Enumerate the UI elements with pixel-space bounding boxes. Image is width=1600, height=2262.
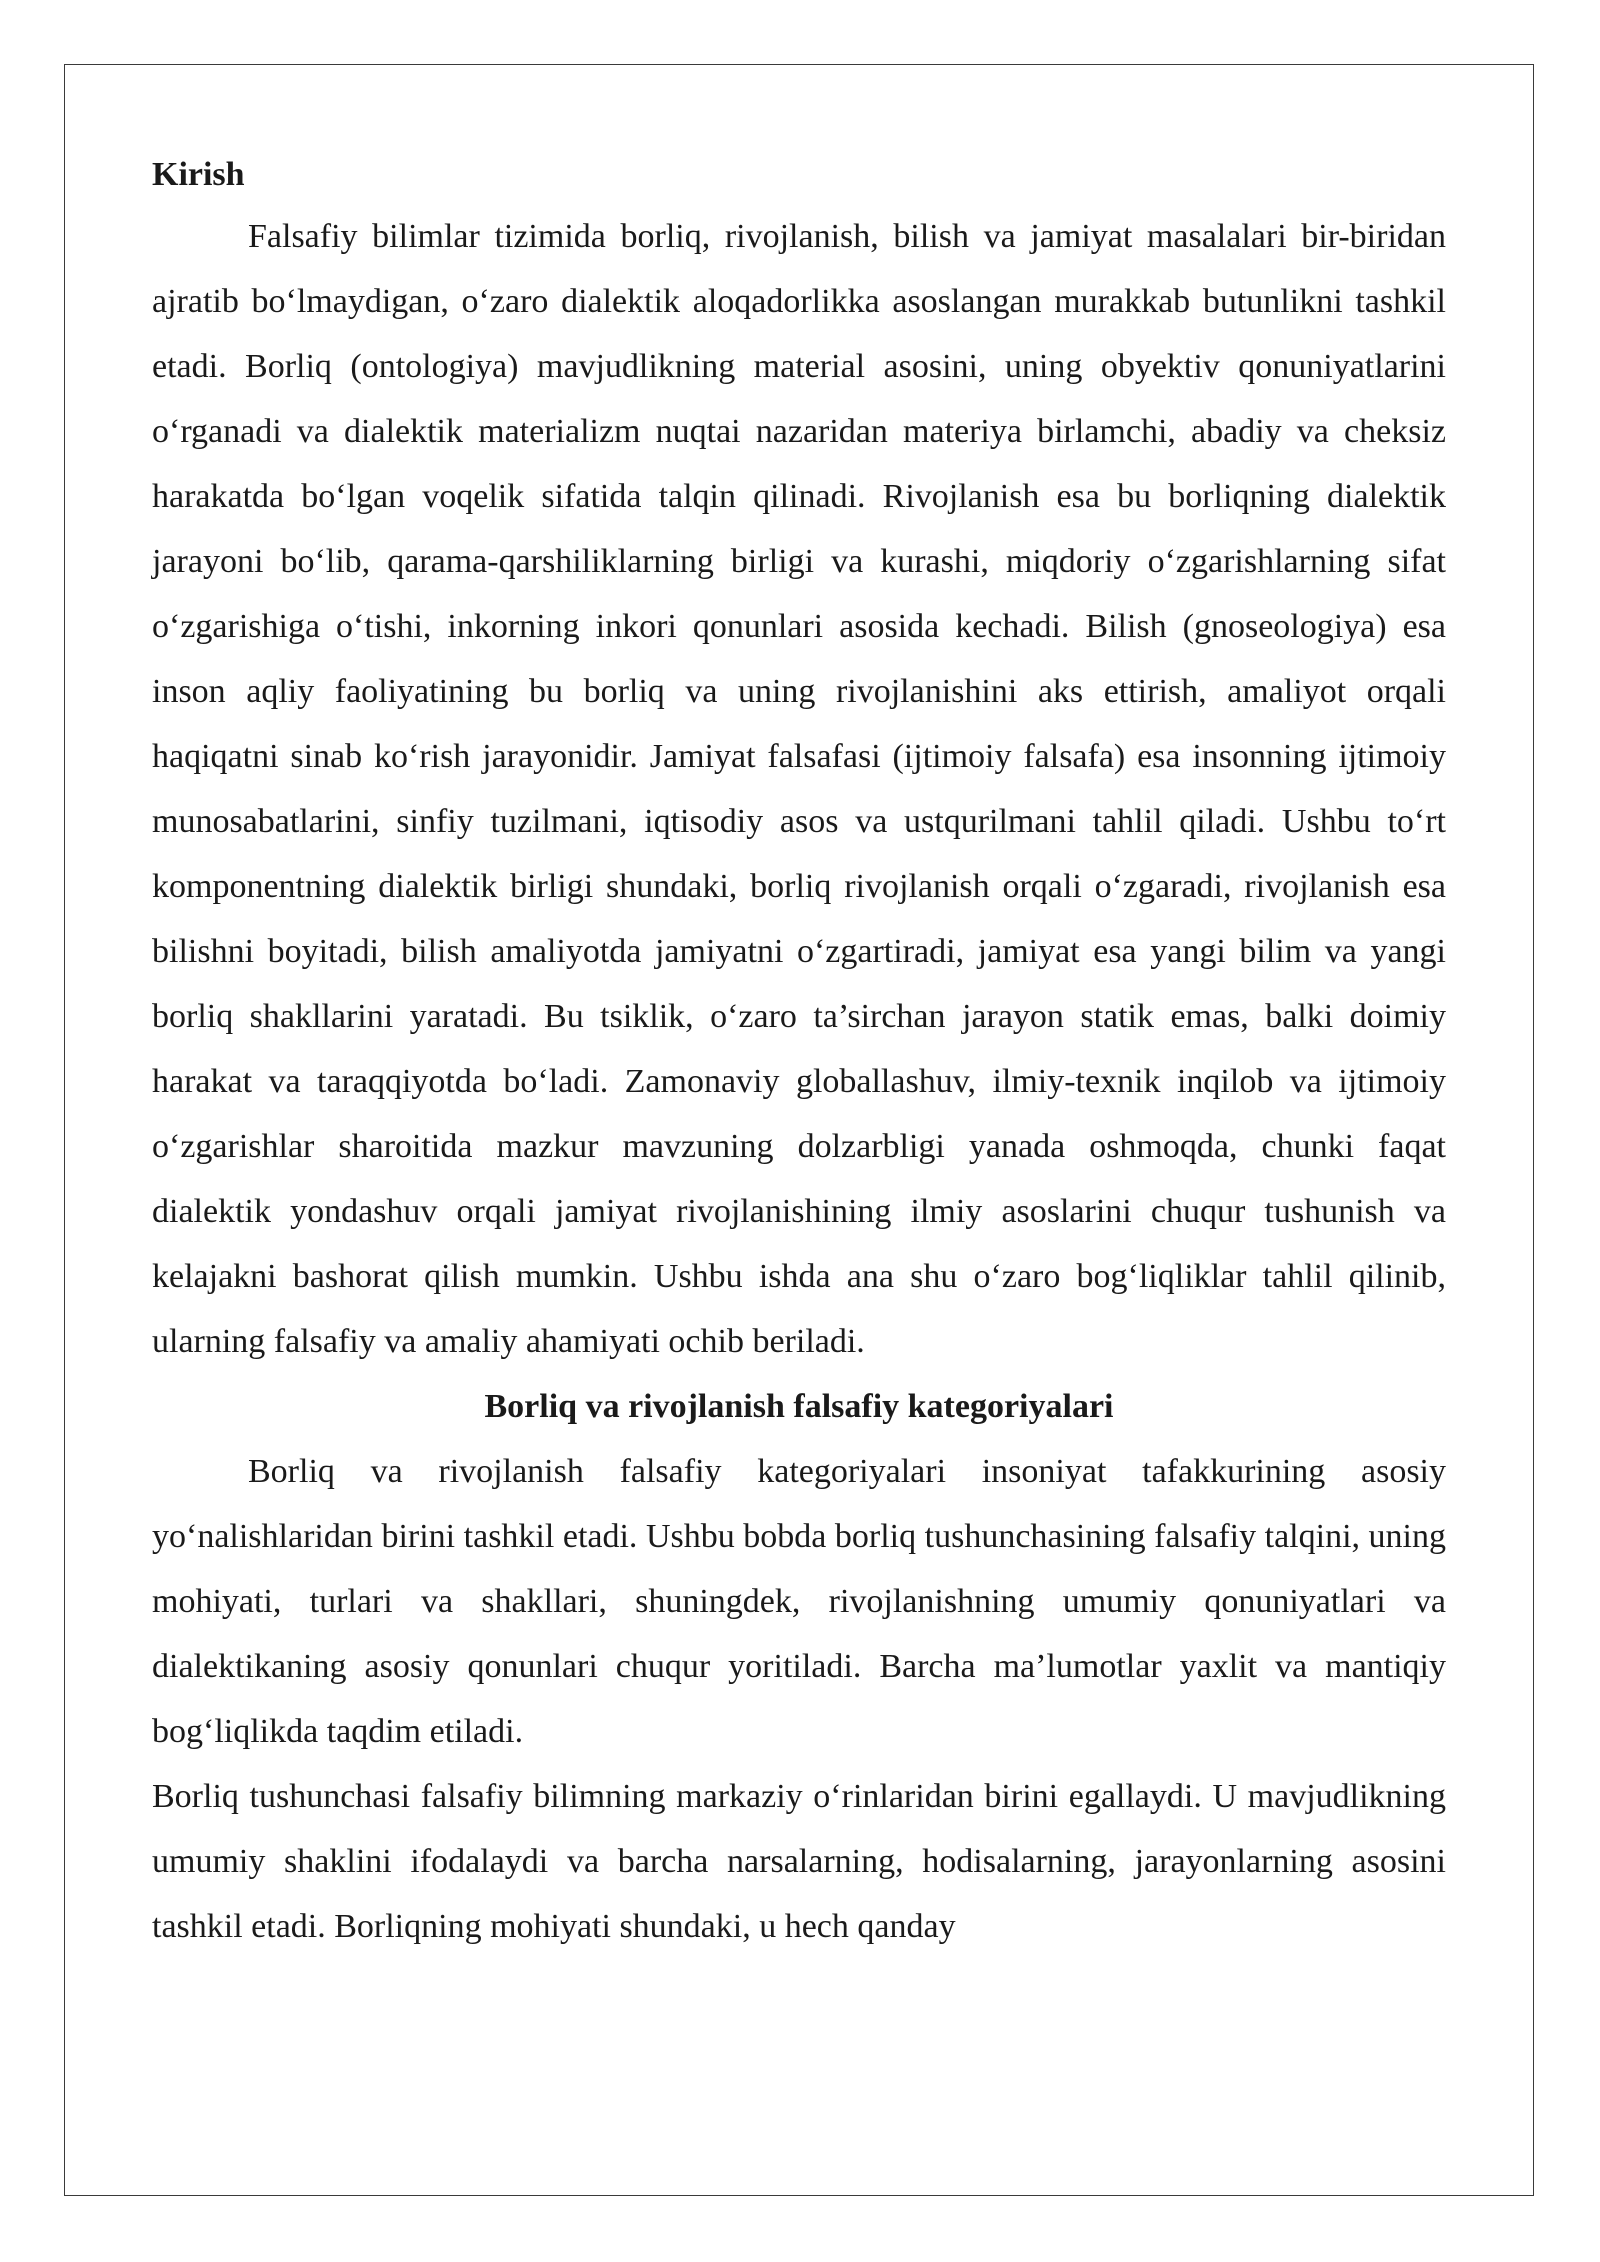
intro-heading: Kirish [152, 156, 245, 193]
document-body [152, 146, 1446, 1959]
section-paragraph-1: Borliq va rivojlanish falsafiy kategoriyalari insoniyat tafakkurining asosiy yo‘nalishlaridan birini tashkil etadi. Ushbu bobda borliq tushunchasining falsafiy talqini, uning mohiyati, turlari va shakllari, shuningdek, rivojlanishning umumiy qonuniyatlari va dialektikaning asosiy qonunlari chuqur yoritiladi. Barcha ma’lumotlar yaxlit va mantiqiy bog‘liqlikda taqdim etiladi. [152, 1453, 1446, 1750]
section-heading: Borliq va rivojlanish falsafiy kategoriyalari [484, 1388, 1114, 1425]
section-paragraph-2: Borliq tushunchasi falsafiy bilimning markaziy o‘rinlaridan birini egallaydi. U mavjudlikning umumiy shaklini ifodalaydi va barcha narsalarning, hodisalarning, jarayonlarning asosini tashkil etadi. Borliqning mohiyati shundaki, u hech qanday [152, 1778, 1446, 1945]
intro-paragraph: Falsafiy bilimlar tizimida borliq, rivojlanish, bilish va jamiyat masalalari bir-biridan ajratib bo‘lmaydigan, o‘zaro dialektik aloqadorlikka asoslangan murakkab butunlikni tashkil etadi. Borliq (ontologiya) mavjudlikning material asosini, uning obyektiv qonuniyatlarini o‘rganadi va dialektik materializm nuqtai nazaridan materiya birlamchi, abadiy va cheksiz harakatda bo‘lgan voqelik sifatida talqin qilinadi. Rivojlanish esa bu borliqning dialektik jarayoni bo‘lib, qarama-qarshiliklarning birligi va kurashi, miqdoriy o‘zgarishlarning sifat o‘zgarishiga o‘tishi, inkorning inkori qonunlari asosida kechadi. Bilish (gnoseologiya) esa inson aqliy faoliyatining bu borliq va uning rivojlanishini aks ettirish, amaliyot orqali haqiqatni sinab ko‘rish jarayonidir. Jamiyat falsafasi (ijtimoiy falsafa) esa insonning ijtimoiy munosabatlarini, sinfiy tuzilmani, iqtisodiy asos va ustqurilmani tahlil qiladi. Ushbu to‘rt komponentning dialektik birligi shundaki, borliq rivojlanish orqali o‘zgaradi, rivojlanish esa bilishni boyitadi, bilish amaliyotda jamiyatni o‘zgartiradi, jamiyat esa yangi bilim va yangi borliq shakllarini yaratadi. Bu tsiklik, o‘zaro ta’sirchan jarayon statik emas, balki doimiy harakat va taraqqiyotda bo‘ladi. Zamonaviy globallashuv, ilmiy-texnik inqilob va ijtimoiy o‘zgarishlar sharoitida mazkur mavzuning dolzarbligi yanada oshmoqda, chunki faqat dialektik yondashuv orqali jamiyat rivojlanishining ilmiy asoslarini chuqur tushunish va kelajakni bashorat qilish mumkin. Ushbu ishda ana shu o‘zaro bog‘liqliklar tahlil qilinib, ularning falsafiy va amaliy ahamiyati ochib beriladi. [152, 218, 1446, 1360]
